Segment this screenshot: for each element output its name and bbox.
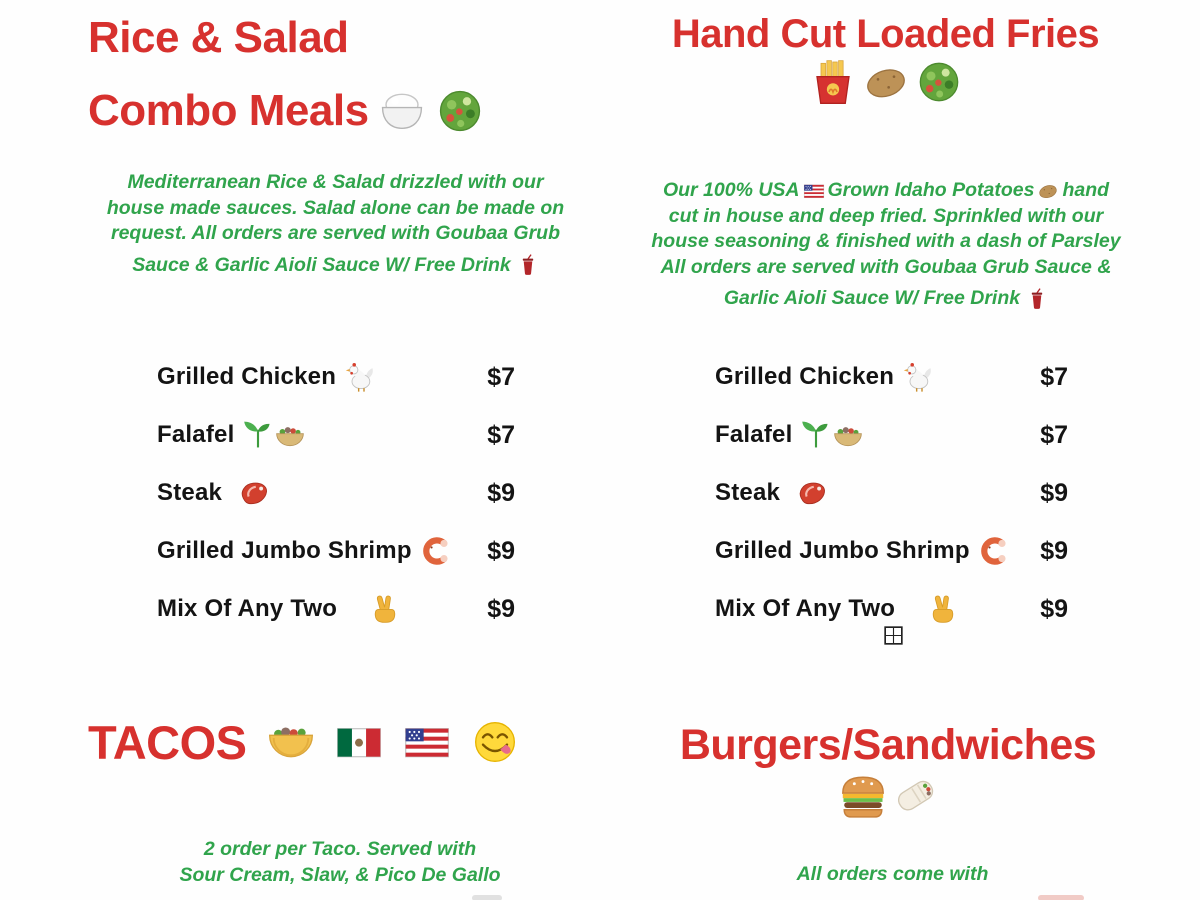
menu-item-row	[157, 464, 515, 522]
description-text: Grown Idaho Potatoes	[827, 179, 1035, 201]
description-line: All orders come with	[796, 863, 989, 885]
cutoff-artifact	[472, 895, 502, 900]
description-line	[622, 286, 1150, 312]
description-text: Garlic Aioli Sauce W/ Free Drink	[723, 287, 1021, 309]
item-price: $9	[487, 594, 515, 623]
mexico-flag-icon	[335, 718, 383, 766]
item-name: Steak	[157, 479, 223, 506]
loaded-fries-item-list	[715, 348, 1068, 638]
drink-cup-icon	[1026, 288, 1048, 310]
shrimp-icon	[978, 535, 1010, 567]
description-line: Sour Cream, Slaw, & Pico De Gallo	[179, 864, 501, 886]
item-name: Falafel	[157, 421, 235, 448]
item-price: $7	[487, 420, 515, 449]
item-name: Falafel	[715, 421, 793, 448]
description-line: cut in house and deep fried. Sprinkled with our	[668, 204, 1104, 227]
description-line: 2 order per Taco. Served with	[203, 838, 477, 860]
item-name: Mix Of Any Two	[157, 595, 338, 622]
description-line: request. All orders are served with Goubaa Grub	[111, 222, 560, 244]
rice-salad-title-line2	[88, 86, 485, 136]
yum-face-icon	[471, 718, 519, 766]
meat-cut-icon	[238, 477, 270, 509]
description-line: house seasoning & finished with a dash of Parsley	[651, 230, 1121, 252]
menu-item-row	[715, 464, 1068, 522]
rice-salad-description	[78, 170, 593, 278]
loaded-fries-title: Hand Cut Loaded Fries	[671, 12, 1100, 56]
menu-item-row	[157, 348, 515, 406]
menu-item-row	[157, 580, 515, 638]
item-price: $7	[1040, 362, 1068, 391]
item-price: $9	[1040, 536, 1068, 565]
plus-box-icon	[881, 623, 906, 648]
description-text: Our 100% USA	[662, 179, 800, 201]
tacos-title: TACOS	[88, 715, 247, 769]
stuffed-flatbread-icon	[274, 419, 306, 451]
item-name: Mix Of Any Two	[715, 595, 896, 622]
tacos-title-row	[88, 715, 519, 769]
menu-item-row	[715, 348, 1068, 406]
victory-hand-icon	[927, 593, 959, 625]
description-text: Sauce & Garlic Aioli Sauce W/ Free Drink	[132, 253, 511, 276]
rice-salad-title-text: Combo Meals	[88, 86, 369, 135]
description-line: Mediterranean Rice & Salad drizzled with our	[127, 171, 544, 193]
item-price: $9	[487, 478, 515, 507]
green-salad-icon	[435, 86, 485, 136]
item-name: Grilled Jumbo Shrimp	[157, 537, 412, 564]
cutoff-artifact	[1038, 895, 1084, 900]
menu-item-row	[715, 406, 1068, 464]
item-name: Grilled Chicken	[715, 363, 895, 390]
description-line	[78, 253, 593, 279]
rooster-icon	[902, 361, 934, 393]
menu-item-row	[157, 522, 515, 580]
usa-flag-icon	[403, 718, 451, 766]
burrito-icon	[883, 764, 948, 829]
item-price: $7	[1040, 420, 1068, 449]
description-line	[622, 178, 1150, 204]
description-text: hand	[1062, 179, 1110, 201]
item-name: Steak	[715, 479, 781, 506]
green-salad-icon	[915, 58, 963, 106]
item-name: Grilled Jumbo Shrimp	[715, 537, 970, 564]
burgers-title-icons	[628, 770, 1148, 822]
rice-salad-item-list	[157, 348, 515, 638]
shrimp-icon	[420, 535, 452, 567]
rice-bowl-icon	[377, 86, 427, 136]
victory-hand-icon	[369, 593, 401, 625]
rice-salad-title-line1: Rice & Salad	[88, 13, 349, 62]
meat-cut-icon	[796, 477, 828, 509]
item-name: Grilled Chicken	[157, 363, 337, 390]
item-price: $9	[487, 536, 515, 565]
potato-icon	[862, 58, 910, 106]
rooster-icon	[344, 361, 376, 393]
stuffed-flatbread-icon	[832, 419, 864, 451]
potato-icon	[1037, 180, 1059, 202]
seedling-icon	[800, 419, 832, 451]
fries-icon	[809, 58, 857, 106]
loaded-fries-title-icons	[628, 58, 1143, 106]
description-line: house made sauces. Salad alone can be made on	[106, 196, 565, 219]
usa-flag-icon	[803, 180, 825, 202]
loaded-fries-description	[622, 178, 1150, 312]
burgers-description	[700, 862, 1085, 888]
description-line: All orders are served with Goubaa Grub Sauce &	[660, 255, 1112, 278]
burger-icon	[837, 770, 889, 822]
item-price: $9	[1040, 478, 1068, 507]
menu-item-row	[715, 522, 1068, 580]
item-price: $7	[487, 362, 515, 391]
burgers-title: Burgers/Sandwiches	[679, 721, 1097, 769]
item-price: $9	[1040, 594, 1068, 623]
seedling-icon	[242, 419, 274, 451]
tacos-description	[95, 836, 585, 888]
taco-icon	[267, 718, 315, 766]
menu-item-row	[157, 406, 515, 464]
drink-cup-icon	[517, 254, 539, 276]
